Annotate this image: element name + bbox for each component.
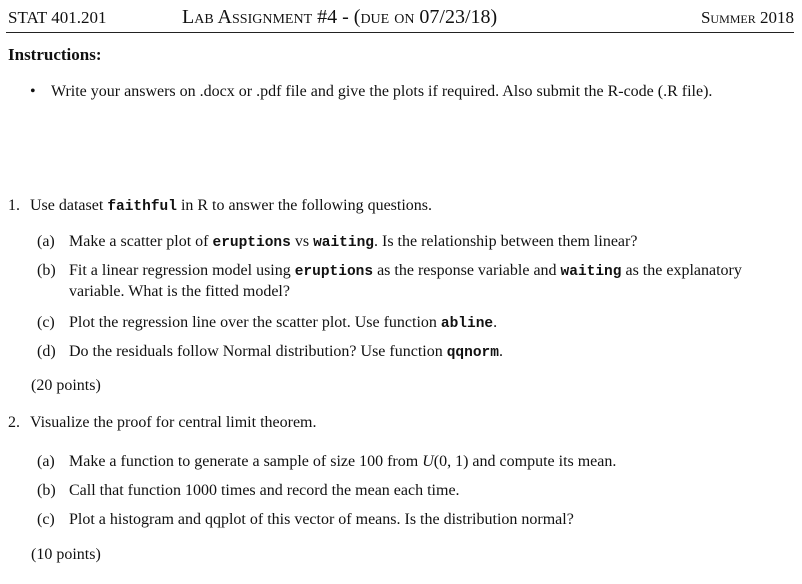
question-text: Visualize the proof for central limit theorem. [30, 414, 317, 431]
code-faithful: faithful [107, 199, 177, 215]
question-1b: (b) Fit a linear regression model using eruptions as the response variable and waiting as the explanatory variable. What is the fitted model? [37, 262, 742, 300]
question-2b: (b) Call that function 1000 times and record the mean each time. [37, 482, 460, 499]
question-1 [8, 196, 788, 217]
instructions-heading: Instructions: [8, 45, 102, 64]
question-number: 2. [8, 414, 20, 431]
instruction-bullet [30, 82, 786, 103]
question-2c: (c) Plot a histogram and qqplot of this vector of means. Is the distribution normal? [37, 511, 574, 528]
question-1a: (a) Make a scatter plot of eruptions vs waiting. Is the relationship between them linear? [37, 233, 638, 251]
page-header [6, 4, 794, 33]
assignment-title: Lab Assignment #4 - (due on 07/23/18) [182, 6, 498, 28]
question-text: Use dataset faithful in R to answer the following questions. [30, 197, 433, 215]
question-2 [8, 413, 788, 434]
question-number: 1. [8, 197, 20, 214]
bullet-icon: • [30, 83, 36, 100]
question-2-points: (10 points) [31, 546, 101, 563]
question-1-points: (20 points) [31, 377, 101, 394]
instruction-text: Write your answers on .docx or .pdf file and give the plots if required. Also submit the R-code (.R file). [51, 83, 713, 100]
term-label: Summer 2018 [700, 8, 794, 27]
question-2a: (a) Make a function to generate a sample of size 100 from U(0, 1) and compute its mean. [37, 453, 617, 470]
question-1d: (d) Do the residuals follow Normal distribution? Use function qqnorm. [37, 343, 503, 361]
question-1c: (c) Plot the regression line over the scatter plot. Use function abline. [37, 314, 498, 332]
course-code: STAT 401.201 [8, 8, 107, 27]
